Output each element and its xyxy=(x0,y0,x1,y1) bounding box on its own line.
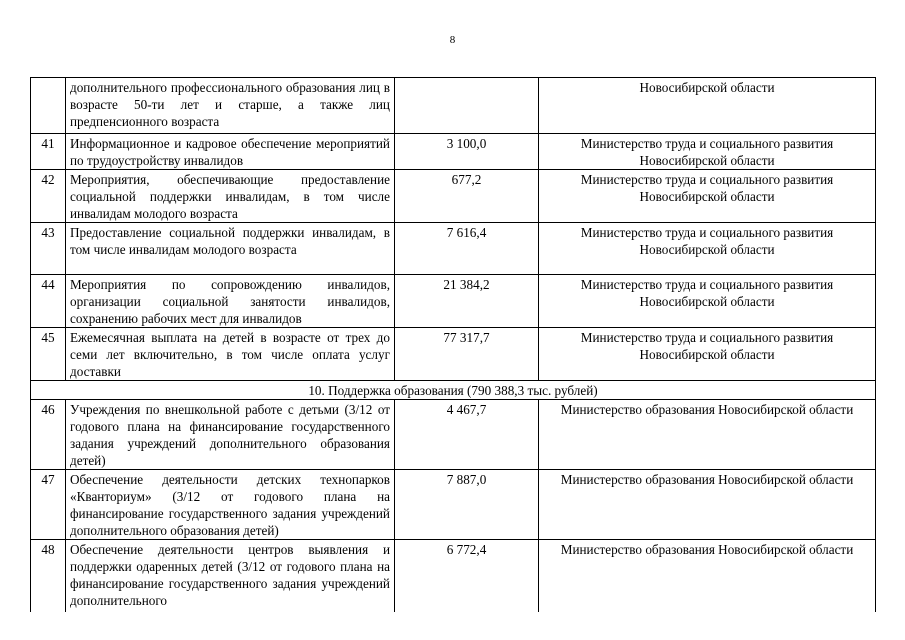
row-number: 48 xyxy=(31,540,66,612)
table-row xyxy=(31,223,876,275)
responsible-executor: Новосибирской области xyxy=(539,78,876,134)
funding-amount: 77 317,7 xyxy=(395,328,539,381)
responsible-executor: Министерство труда и социального развития Новосибирской области xyxy=(539,170,876,223)
responsible-executor: Министерство труда и социального развития Новосибирской области xyxy=(539,134,876,170)
row-number: 46 xyxy=(31,400,66,470)
table-row xyxy=(31,170,876,223)
row-number: 41 xyxy=(31,134,66,170)
funding-amount: 7 887,0 xyxy=(395,470,539,540)
table-row xyxy=(31,540,876,612)
funding-amount xyxy=(395,78,539,134)
page-number: 8 xyxy=(449,34,456,46)
measure-description: Мероприятия, обеспечивающие предоставление социальной поддержки инвалидам, в том числе инвалидам молодого возраста xyxy=(66,170,395,223)
responsible-executor: Министерство труда и социального развития Новосибирской области xyxy=(539,223,876,275)
funding-amount: 6 772,4 xyxy=(395,540,539,612)
table-row xyxy=(31,275,876,328)
measure-description: Мероприятия по сопровождению инвалидов, организации социальной занятости инвалидов, сохранению рабочих мест для инвалидов xyxy=(66,275,395,328)
row-number: 42 xyxy=(31,170,66,223)
funding-amount: 21 384,2 xyxy=(395,275,539,328)
measure-description: Ежемесячная выплата на детей в возрасте от трех до семи лет включительно, в том числе оплата услуг доставки xyxy=(66,328,395,381)
section-header-row xyxy=(31,381,876,400)
funding-amount: 4 467,7 xyxy=(395,400,539,470)
measure-description: Обеспечение деятельности детских технопарков «Кванториум» (3/12 от годового плана на финансирование государственного задания учреждений дополнительного образования детей) xyxy=(66,470,395,540)
row-number: 45 xyxy=(31,328,66,381)
responsible-executor: Министерство труда и социального развития Новосибирской области xyxy=(539,328,876,381)
table-row xyxy=(31,470,876,540)
table-row xyxy=(31,400,876,470)
table-row xyxy=(31,328,876,381)
measure-description: дополнительного профессионального образования лиц в возрасте 50-ти лет и старше, а также лиц предпенсионного возраста xyxy=(66,78,395,134)
funding-amount: 677,2 xyxy=(395,170,539,223)
table-row xyxy=(31,134,876,170)
program-table xyxy=(30,77,876,612)
row-number xyxy=(31,78,66,134)
measure-description: Обеспечение деятельности центров выявления и поддержки одаренных детей (3/12 от годового плана на финансирование государственного задания учреждений дополнительного xyxy=(66,540,395,612)
funding-amount: 3 100,0 xyxy=(395,134,539,170)
responsible-executor: Министерство образования Новосибирской области xyxy=(539,400,876,470)
section-title: 10. Поддержка образования (790 388,3 тыс. рублей) xyxy=(31,381,876,400)
row-number: 44 xyxy=(31,275,66,328)
responsible-executor: Министерство труда и социального развития Новосибирской области xyxy=(539,275,876,328)
table-row xyxy=(31,78,876,134)
measure-description: Информационное и кадровое обеспечение мероприятий по трудоустройству инвалидов xyxy=(66,134,395,170)
responsible-executor: Министерство образования Новосибирской области xyxy=(539,470,876,540)
measure-description: Предоставление социальной поддержки инвалидам, в том числе инвалидам молодого возраста xyxy=(66,223,395,275)
responsible-executor: Министерство образования Новосибирской области xyxy=(539,540,876,612)
row-number: 43 xyxy=(31,223,66,275)
funding-amount: 7 616,4 xyxy=(395,223,539,275)
row-number: 47 xyxy=(31,470,66,540)
measure-description: Учреждения по внешкольной работе с детьми (3/12 от годового плана на финансирование государственного задания учреждений дополнительного образования детей) xyxy=(66,400,395,470)
